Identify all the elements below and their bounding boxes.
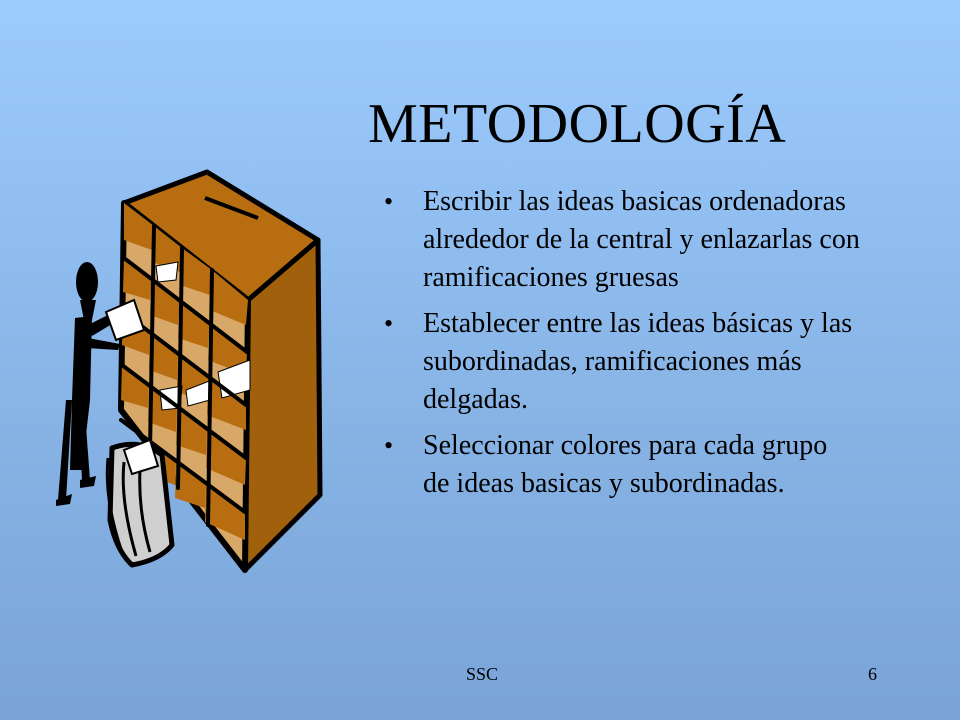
bullet-marker: • [384, 309, 394, 338]
bullet-item [380, 427, 860, 503]
bullet-item [380, 183, 860, 297]
bullet-marker: • [384, 431, 394, 460]
filing-cabinet-person-icon [40, 160, 340, 580]
page-number: 6 [868, 664, 877, 684]
slide-title: METODOLOGÍA [368, 93, 787, 155]
bullet-list [380, 183, 860, 511]
bullet-marker: • [384, 187, 394, 216]
bullet-item [380, 305, 860, 419]
bullet-text: Establecer entre las ideas básicas y las subordinadas, ramificaciones más delgadas. [423, 308, 853, 415]
bullet-text: Seleccionar colores para cada grupo de ideas basicas y subordinadas. [423, 430, 828, 499]
bullet-text: Escribir las ideas basicas ordenadoras alrededor de la central y enlazarlas con ramificaciones gruesas [423, 186, 860, 293]
footer-label: SSC [466, 664, 499, 684]
